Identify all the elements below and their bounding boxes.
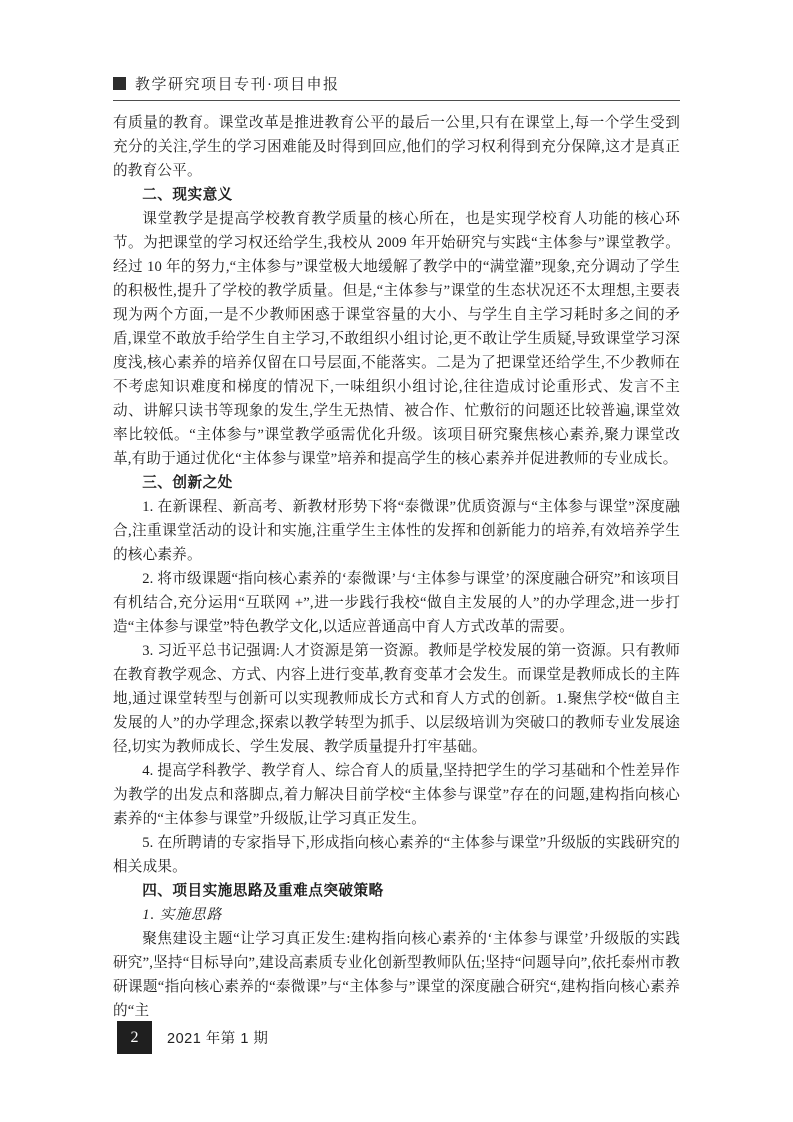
page-number-badge: 2 xyxy=(117,1021,152,1054)
section-heading: 四、项目实施思路及重难点突破策略 xyxy=(142,883,384,899)
section-heading: 二、现实意义 xyxy=(142,187,233,203)
header-title: 教学研究项目专刊·项目申报 xyxy=(135,77,340,93)
paragraph: 5. 在所聘请的专家指导下,形成指向核心素养的“主体参与课堂”升级版的实践研究的相关成果。 xyxy=(113,835,680,875)
article-body xyxy=(113,111,680,1023)
header-rule xyxy=(113,100,680,101)
paragraph: 课堂教学是提高学校教育教学质量的核心所在，也是实现学校育人功能的核心环节。为把课堂的学习权还给学生,我校从 2009 年开始研究与实践“主体参与”课堂教学。经过 10 年的努力,“主体参与”课堂极大地缓解了教学中的“满堂灌”现象,充分调动了学生的积极性,提升了学校的教学质量。但是,“主体参与”课堂的生态状况还不太理想,主要表现为两个方面,一是不少教师困惑于课堂容量的大小、与学生自主学习耗时多之间的矛盾,课堂不敢放手给学生自主学习,不敢组织小组讨论,更不敢让学生质疑,导致课堂学习深度浅,核心素养的培养仅留在口号层面,不能落实。二是为了把课堂还给学生,不少教师在不考虑知识难度和梯度的情况下,一味组织小组讨论,往往造成讨论重形式、发言不主动、讲解只读书等现象的发生,学生无热情、被合作、忙敷衍的问题还比较普遍,课堂效率比较低。“主体参与”课堂教学亟需优化升级。该项目研究聚焦核心素养,聚力课堂改革,有助于通过优化“主体参与课堂”培养和提高学生的核心素养并促进教师的专业成长。 xyxy=(113,211,680,467)
section-heading: 三、创新之处 xyxy=(142,475,233,491)
page-footer xyxy=(117,1021,268,1054)
sub-heading: 1. 实施思路 xyxy=(142,907,223,923)
page-header xyxy=(113,73,680,94)
paragraph: 2. 将市级课题“指向核心素养的‘泰微课’与‘主体参与课堂’的深度融合研究”和该项目有机结合,充分运用“互联网 +”,进一步践行我校“做自主发展的人”的办学理念,进一步打造“主体参与课堂”特色教学文化,以适应普通高中育人方式改革的需要。 xyxy=(113,571,680,635)
paragraph: 4. 提高学科教学、教学育人、综合育人的质量,坚持把学生的学习基础和个性差异作为教学的出发点和落脚点,着力解决目前学校“主体参与课堂”存在的问题,建构指向核心素养的“主体参与课堂”升级版,让学习真正发生。 xyxy=(113,763,680,827)
paragraph: 有质量的教育。课堂改革是推进教育公平的最后一公里,只有在课堂上,每一个学生受到充分的关注,学生的学习困难能及时得到回应,他们的学习权利得到充分保障,这才是真正的教育公平。 xyxy=(113,115,680,179)
paragraph: 聚焦建设主题“让学习真正发生:建构指向核心素养的‘主体参与课堂’升级版的实践研究”,坚持“目标导向”,建设高素质专业化创新型教师队伍;坚持“问题导向”,依托泰州市教研课题“指向核心素养的“泰微课”与“主体参与”课堂的深度融合研究“,建构指向核心素养的“主 xyxy=(113,931,680,1019)
filled-square-icon xyxy=(113,77,126,90)
paragraph: 3. 习近平总书记强调:人才资源是第一资源。教师是学校发展的第一资源。只有教师在教育教学观念、方式、内容上进行变革,教育变革才会发生。而课堂是教师成长的主阵地,通过课堂转型与创新可以实现教师成长方式和育人方式的创新。1.聚焦学校“做自主发展的人”的办学理念,探索以教学转型为抓手、以层级培训为突破口的教师专业发展途径,切实为教师成长、学生发展、教学质量提升打牢基础。 xyxy=(113,643,680,755)
issue-label: 2021 年第 1 期 xyxy=(167,1031,269,1047)
paragraph: 1. 在新课程、新高考、新教材形势下将“泰微课”优质资源与“主体参与课堂”深度融合,注重课堂活动的设计和实施,注重学生主体性的发挥和创新能力的培养,有效培养学生的核心素养。 xyxy=(113,499,680,563)
